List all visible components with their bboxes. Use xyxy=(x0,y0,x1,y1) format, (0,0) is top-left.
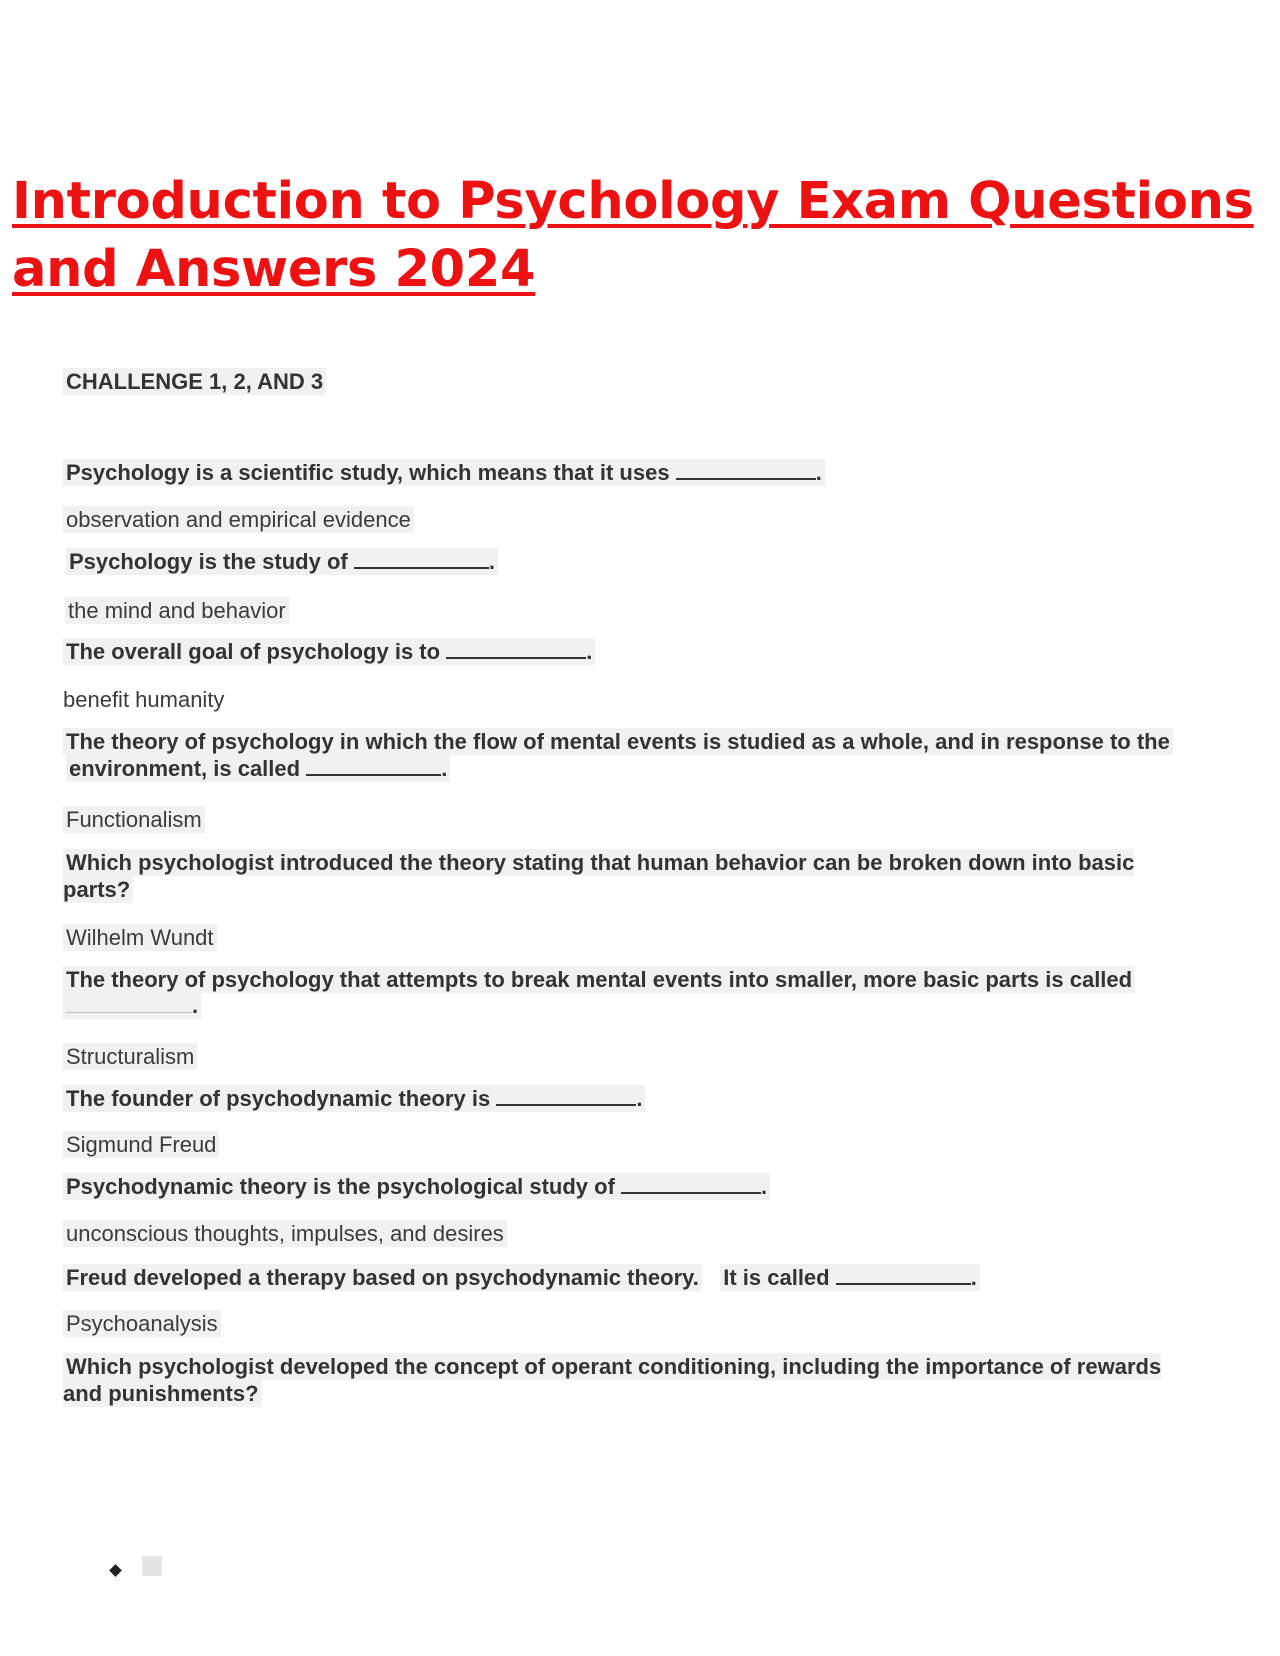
answer-4: Functionalism xyxy=(63,806,205,833)
answer-7: Sigmund Freud xyxy=(63,1131,219,1158)
answer-6: Structuralism xyxy=(63,1043,197,1070)
answer-1: observation and empirical evidence xyxy=(63,506,414,533)
list-bullet xyxy=(109,1564,122,1577)
answer-8: unconscious thoughts, impulses, and desires xyxy=(63,1220,507,1247)
answer-5: Wilhelm Wundt xyxy=(63,924,217,951)
question-1: Psychology is a scientific study, which means that it uses . xyxy=(63,459,825,486)
question-9: Freud developed a therapy based on psychodynamic theory. It is called . xyxy=(63,1264,980,1291)
answer-3: benefit humanity xyxy=(63,687,225,712)
question-6-blank: . xyxy=(63,992,201,1019)
section-heading: CHALLENGE 1, 2, AND 3 xyxy=(63,368,326,395)
question-2: Psychology is the study of . xyxy=(66,548,498,575)
question-5: Which psychologist introduced the theory stating that human behavior can be broken down into basic parts? xyxy=(63,850,1135,902)
answer-9: Psychoanalysis xyxy=(63,1310,221,1337)
question-4-line-2: environment, is called . xyxy=(66,755,450,782)
question-4: The theory of psychology in which the flow of mental events is studied as a whole, and in response to the xyxy=(63,728,1173,755)
document-title: Introduction to Psychology Exam Questions and Answers 2024 xyxy=(12,172,1254,299)
answer-2: the mind and behavior xyxy=(65,597,289,624)
question-10: Which psychologist developed the concept of operant conditioning, including the importance of rewards and punishments? xyxy=(63,1354,1162,1406)
checkbox-placeholder[interactable] xyxy=(142,1556,162,1576)
question-8: Psychodynamic theory is the psychological study of . xyxy=(63,1173,770,1200)
question-6: The theory of psychology that attempts to break mental events into smaller, more basic parts is called xyxy=(63,966,1135,993)
question-7: The founder of psychodynamic theory is . xyxy=(63,1085,645,1112)
question-3: The overall goal of psychology is to . xyxy=(63,638,595,665)
